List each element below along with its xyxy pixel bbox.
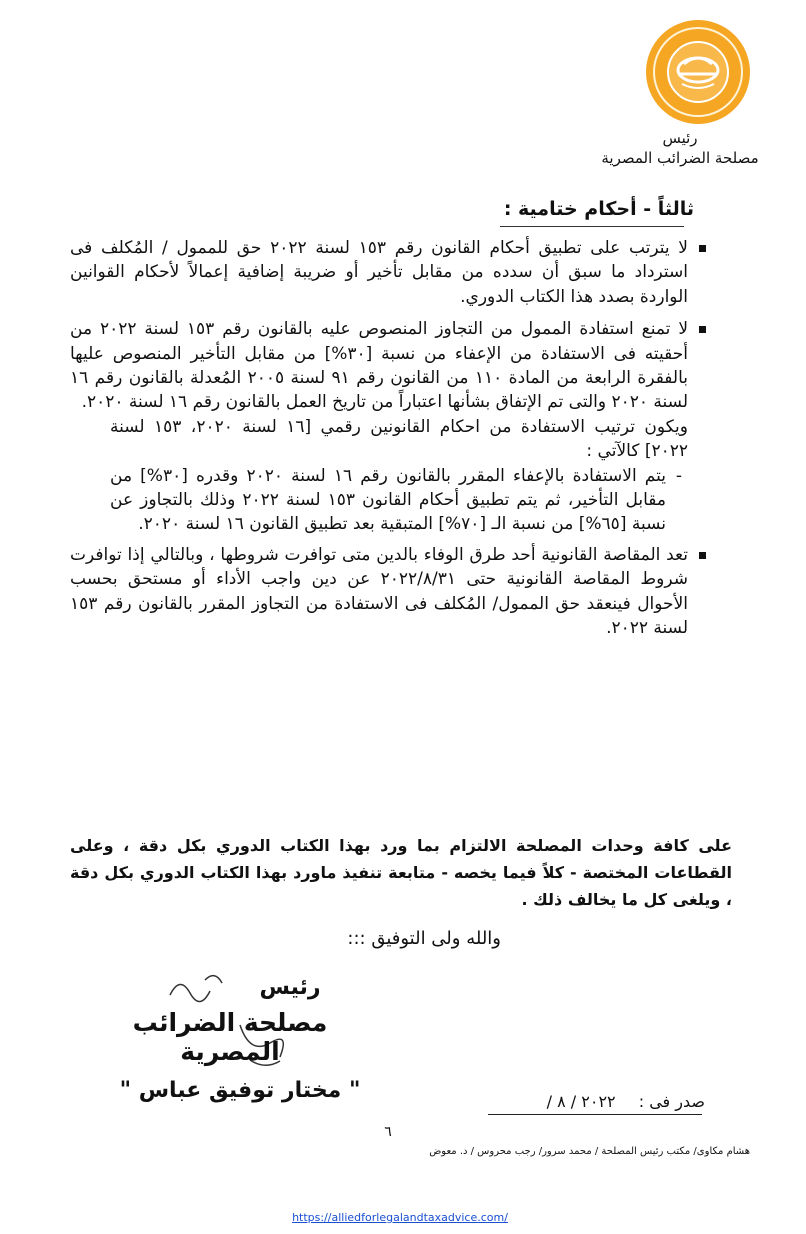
issue-date xyxy=(485,1092,705,1111)
footer-link[interactable]: https://alliedforlegalandtaxadvice.com/ xyxy=(292,1211,508,1224)
signatory-title: رئيس xyxy=(259,975,321,1000)
staff-line: هشام مكاوى/ مكتب رئيس المصلحة / محمد سرور/ رجب محروس / د. معوض xyxy=(429,1146,750,1157)
header-title-line2: مصلحة الضرائب المصرية xyxy=(601,149,759,167)
provision-2-dash-item: - يتم الاستفادة بالإعفاء المقرر بالقانون رقم ١٦ لسنة ٢٠٢٠ وقدره [٣٠%] من مقابل التأخير، ثم يتم تطبيق أحكام القانون ١٥٣ لسنة ٢٠٢٢ وذلك بالتجاوز عن نسبة [٦٥%] من نسبة الـ [٧٠%] المتبقية بعد تطبيق القانون ١٦ لسنة ٢٠٢٠. xyxy=(70,464,710,537)
provision-item-2: لا تمنع استفادة الممول من التجاوز المنصوص عليه بالقانون رقم ١٥٣ لسنة ٢٠٢٢ من أحقيته فى الاستفادة من الإعفاء من نسبة [٣٠%] من مقابل التأخير المنصوص عليها بالفقرة الرابعة من المادة ١١٠ من القانون رقم ٩١ لسنة ٢٠٠٥ المُعدلة بالقانون رقم ١٦ لسنة ٢٠٢٠ والتى تم الإتفاق بشأنها اعتباراً من تاريخ العمل بالقانون رقم ١٦ لسنة ٢٠٢٠. xyxy=(70,317,710,415)
blessing-line: والله ولى التوفيق ::: xyxy=(347,928,501,949)
closing-instruction: على كافة وحدات المصلحة الالتزام بما ورد بهذا الكتاب الدوري بكل دقة ، وعلى القطاعات المختصة - كلاً فيما يخصه - متابعة تنفيذ ماورد بهذا الكتاب الدوري بكل دقة ، ويلغى كل ما يخالف ذلك . xyxy=(70,836,732,909)
issue-date-underline xyxy=(488,1114,702,1115)
page-number: ٦ xyxy=(384,1124,392,1140)
issue-date-label: صدر فى : xyxy=(638,1092,705,1111)
signatory-name: " مختار توفيق عباس " xyxy=(119,1078,361,1103)
provision-item-1: لا يترتب على تطبيق أحكام القانون رقم ١٥٣ لسنة ٢٠٢٢ حق للممول / المُكلف فى استرداد ما سبق أن سدده من مقابل تأخير أو ضريبة إضافية إعمالاً لأحكام القوانين الواردة بصدد هذا الكتاب الدوري. xyxy=(70,236,710,309)
provisions-list xyxy=(70,236,710,641)
header-title xyxy=(600,128,760,168)
provision-2-sequence-paragraph: ويكون ترتيب الاستفادة من احكام القانونين رقمي [١٦ لسنة ٢٠٢٠، ١٥٣ لسنة ٢٠٢٢] كالآتي : xyxy=(110,416,688,462)
issue-date-value: ٢٠٢٢ / ٨ / xyxy=(546,1092,616,1111)
signatory-organization: مصلحة الضرائب المصرية xyxy=(132,1008,328,1066)
section-heading: ثالثاً - أحكام ختامية : xyxy=(503,198,694,220)
heading-underline xyxy=(500,226,684,227)
provision-item-3: تعد المقاصة القانونية أحد طرق الوفاء بالدين متى توافرت شروطها ، وبالتالي إذا توافرت شروط المقاصة القانونية حتى ٢٠٢٢/٨/٣١ عن دين واجب الأداء أو مستحق بحسب الأحوال فينعقد حق الممول/ المُكلف فى الاستفادة من التجاوز المقرر بالقانون رقم ١٥٣ لسنة ٢٠٢٢. xyxy=(70,543,710,641)
header-title-line1: رئيس xyxy=(662,129,698,147)
ministry-seal-icon xyxy=(644,18,752,126)
